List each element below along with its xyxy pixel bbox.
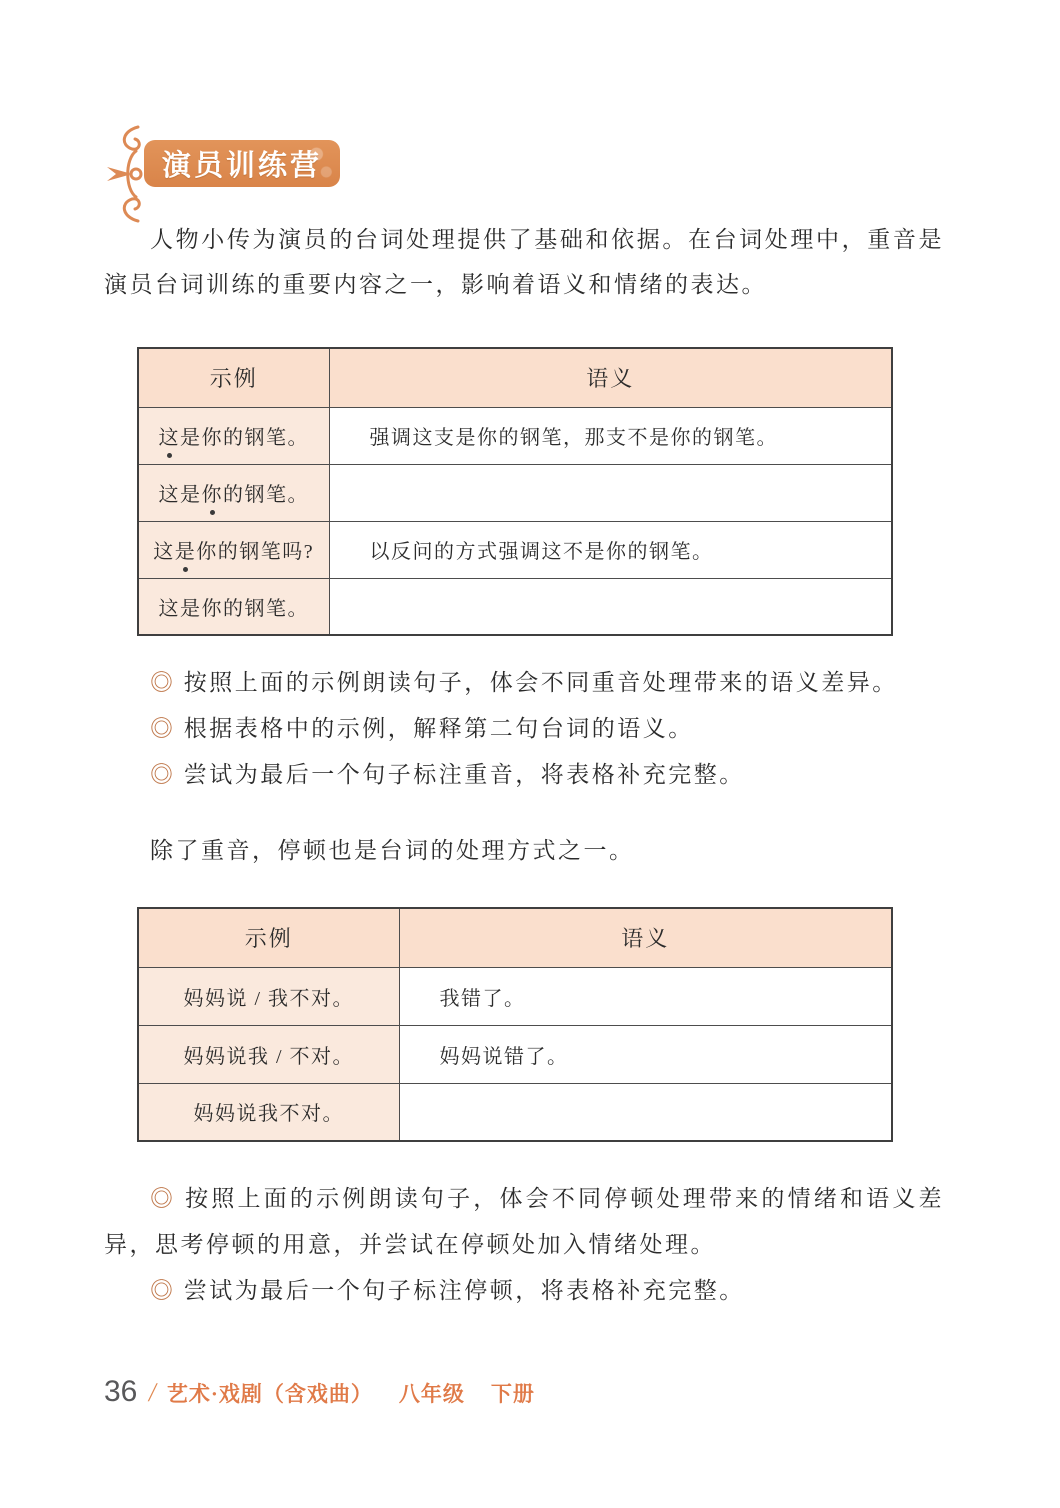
table-row xyxy=(138,1025,892,1083)
pause-example-table xyxy=(137,907,893,1142)
table-header-row xyxy=(138,908,892,967)
task-item xyxy=(104,752,944,798)
page-number: 36 xyxy=(104,1375,138,1408)
bullet-icon: ◎ xyxy=(150,716,176,741)
bullet-icon: ◎ xyxy=(150,762,176,787)
example-cell: 妈妈说我不对。 xyxy=(138,1083,399,1141)
example-text: 这是 xyxy=(158,484,202,506)
table-row xyxy=(138,464,892,521)
task-item xyxy=(104,706,944,752)
task-item xyxy=(104,1176,944,1268)
task-text: 尝试为最后一个句子标注重音，将表格补充完整。 xyxy=(183,762,745,787)
volume-label: 下册 xyxy=(490,1382,535,1406)
meaning-cell xyxy=(399,1083,892,1141)
meaning-cell xyxy=(329,578,892,635)
page-footer xyxy=(104,1375,535,1409)
task-list-pause xyxy=(104,1176,944,1314)
grade-label: 八年级 xyxy=(398,1382,465,1406)
stressed-char: 是 xyxy=(174,541,197,563)
section-heading xyxy=(104,140,956,187)
example-cell: 妈妈说 / 我不对。 xyxy=(138,967,399,1025)
bullet-icon: ◎ xyxy=(150,1278,176,1303)
stressed-char: 这 xyxy=(158,427,180,449)
column-header-example: 示例 xyxy=(138,348,329,407)
table-row xyxy=(138,967,892,1025)
task-text: 尝试为最后一个句子标注停顿，将表格补充完整。 xyxy=(183,1278,745,1303)
example-text: 这是你的钢笔。 xyxy=(158,597,309,620)
table-row xyxy=(138,521,892,578)
table-header-row xyxy=(138,348,892,407)
example-text: 是你的钢笔。 xyxy=(180,427,309,449)
bullet-icon: ◎ xyxy=(150,670,176,695)
meaning-cell: 以反问的方式强调这不是你的钢笔。 xyxy=(329,521,892,578)
intro-paragraph: 人物小传为演员的台词处理提供了基础和依据。在台词处理中，重音是演员台词训练的重要内容之一，影响着语义和情绪的表达。 xyxy=(104,227,944,297)
table-row xyxy=(138,1083,892,1141)
transition-paragraph: 除了重音，停顿也是台词的处理方式之一。 xyxy=(150,838,635,863)
section-title-badge: 演员训练营 xyxy=(144,140,340,187)
example-cell xyxy=(138,521,329,578)
example-cell xyxy=(138,464,329,521)
example-cell xyxy=(138,578,329,635)
example-cell xyxy=(138,407,329,464)
bullet-icon: ◎ xyxy=(150,1186,177,1211)
task-item xyxy=(104,660,944,706)
meaning-cell xyxy=(329,464,892,521)
example-cell: 妈妈说我 / 不对。 xyxy=(138,1025,399,1083)
meaning-cell: 妈妈说错了。 xyxy=(399,1025,892,1083)
footer-slash: / xyxy=(147,1377,160,1407)
meaning-cell: 强调这支是你的钢笔，那支不是你的钢笔。 xyxy=(329,407,892,464)
column-header-meaning: 语义 xyxy=(399,908,892,967)
task-list-stress xyxy=(104,660,944,798)
table-row xyxy=(138,407,892,464)
task-text: 根据表格中的示例，解释第二句台词的语义。 xyxy=(183,716,694,741)
column-header-meaning: 语义 xyxy=(329,348,892,407)
example-text: 的钢笔。 xyxy=(223,484,309,506)
stress-example-table xyxy=(137,347,893,636)
meaning-cell: 我错了。 xyxy=(399,967,892,1025)
task-text: 按照上面的示例朗读句子，体会不同停顿处理带来的情绪和语义差异，思考停顿的用意，并尝试在停顿处加入情绪处理。 xyxy=(104,1186,945,1257)
table-row xyxy=(138,578,892,635)
column-header-example: 示例 xyxy=(138,908,399,967)
task-text: 按照上面的示例朗读句子，体会不同重音处理带来的语义差异。 xyxy=(183,670,898,695)
example-text: 这 xyxy=(153,541,175,563)
book-title: 艺术·戏剧（含戏曲） xyxy=(166,1382,373,1406)
task-item xyxy=(104,1268,944,1314)
example-text: 你的钢笔吗? xyxy=(196,541,315,563)
stressed-char: 你 xyxy=(201,484,223,506)
